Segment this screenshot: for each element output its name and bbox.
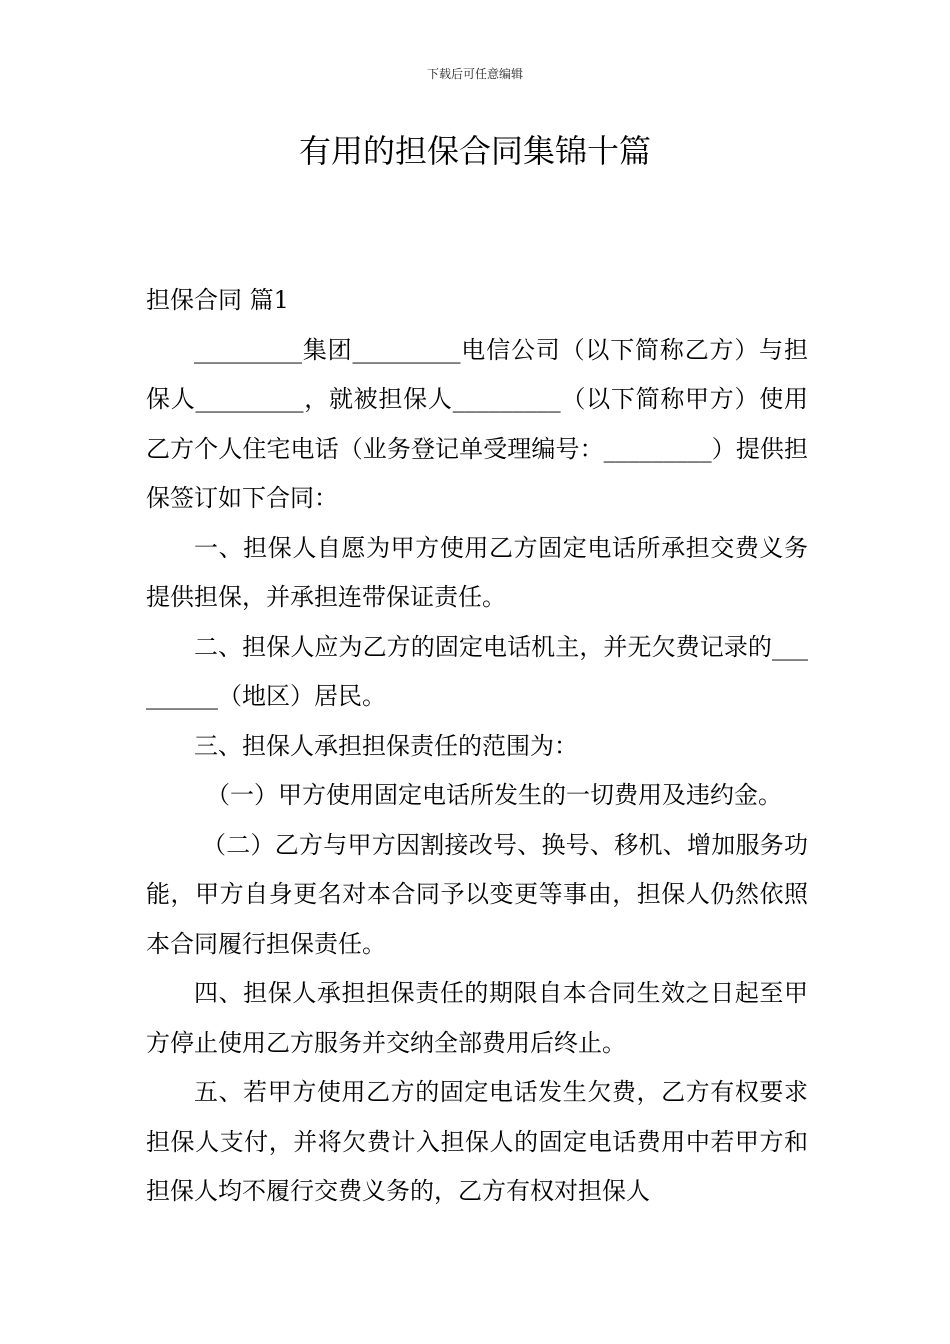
paragraph-clause-2: 二、担保人应为乙方的固定电话机主，并无欠费记录的_________（地区）居民。 (146, 632, 808, 710)
paragraph-clause-3-2: （二）乙方与甲方因割接改号、换号、移机、增加服务功能，甲方自身更名对本合同予以变更等事由，担保人仍然依照本合同履行担保责任。 (146, 830, 808, 958)
paragraph-clause-5: 五、若甲方使用乙方的固定电话发生欠费，乙方有权要求担保人支付，并将欠费计入担保人的固定电话费用中若甲方和担保人均不履行交费义务的，乙方有权对担保人 (146, 1078, 808, 1205)
paragraph-clause-1: 一、担保人自愿为甲方使用乙方固定电话所承担交费义务提供担保，并承担连带保证责任。 (146, 533, 808, 611)
paragraph-intro: _________集团_________电信公司（以下简称乙方）与担保人_________，就被担保人_________（以下简称甲方）使用乙方个人住宅电话（业务登记单受理编号：_________）提供担保签订如下合同： (146, 335, 808, 512)
header-note: 下载后可任意编辑 (426, 67, 523, 81)
section-heading: 担保合同 篇1 (146, 286, 289, 314)
document-body (146, 276, 808, 1217)
paragraph-clause-4: 四、担保人承担担保责任的期限自本合同生效之日起至甲方停止使用乙方服务并交纳全部费用后终止。 (146, 979, 808, 1057)
paragraph-clause-3: 三、担保人承担担保责任的范围为： (194, 731, 578, 760)
paragraph-clause-3-1: （一）甲方使用固定电话所发生的一切费用及违约金。 (206, 781, 782, 809)
document-title: 有用的担保合同集锦十篇 (298, 132, 651, 170)
